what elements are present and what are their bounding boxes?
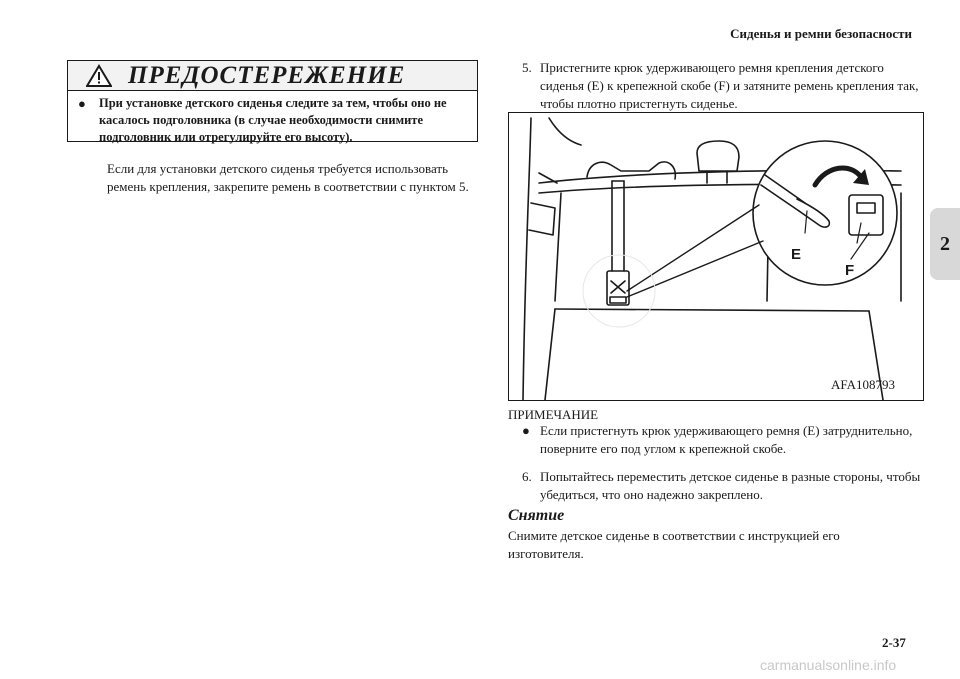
warning-box — [67, 60, 478, 142]
warning-text: При установке детского сиденья следите за тем, чтобы оно не касалось подголовника (в случае необходимости снимите подголовник или отрегулируйте его высоту). — [99, 96, 447, 144]
tether-strap-paragraph: Если для установки детского сиденья требуется использовать ремень крепления, закрепите ремень в соответствии с пунктом 5. — [107, 161, 469, 194]
label-f: F — [845, 262, 855, 279]
label-e: E — [791, 246, 802, 263]
step-text: Пристегните крюк удерживающего ремня крепления детского сиденья (E) к крепежной скобе (F) и затяните ремень крепления так, чтобы плотно пристегнуть сиденье. — [540, 60, 919, 111]
step-number: 6. — [522, 469, 532, 484]
warning-header — [68, 61, 477, 91]
illustration-drawing — [509, 113, 923, 400]
note-item — [522, 422, 922, 458]
page-header-title: Сиденья и ремни безопасности — [730, 26, 912, 41]
warning-title: ПРЕДОСТЕРЕЖЕНИЕ — [128, 61, 406, 89]
section-title-removal: Снятие — [508, 507, 565, 524]
bullet-icon: ● — [522, 423, 530, 438]
bullet-icon: ● — [78, 96, 86, 111]
step-text: Попытайтесь переместить детское сиденье в разные стороны, чтобы убедиться, что оно надежно закреплено. — [540, 469, 921, 502]
warning-triangle-icon — [86, 64, 112, 88]
page-number: 2-37 — [882, 635, 906, 650]
removal-paragraph: Снимите детское сиденье в соответствии с инструкцией его изготовителя. — [508, 528, 840, 561]
chapter-number: 2 — [940, 232, 950, 255]
step-5 — [522, 59, 922, 113]
note-heading: ПРИМЕЧАНИЕ — [508, 407, 599, 422]
note-text: Если пристегнуть крюк удерживающего ремня (E) затруднительно, поверните его под углом к крепежной скобе. — [540, 423, 913, 456]
step-6 — [522, 468, 922, 504]
tether-anchor-illustration — [508, 112, 924, 401]
step-number: 5. — [522, 60, 532, 75]
warning-item — [68, 91, 477, 146]
chapter-tab[interactable] — [930, 208, 960, 280]
figure-code: AFA108793 — [831, 377, 896, 392]
watermark: carmanualsonline.info — [760, 657, 897, 673]
